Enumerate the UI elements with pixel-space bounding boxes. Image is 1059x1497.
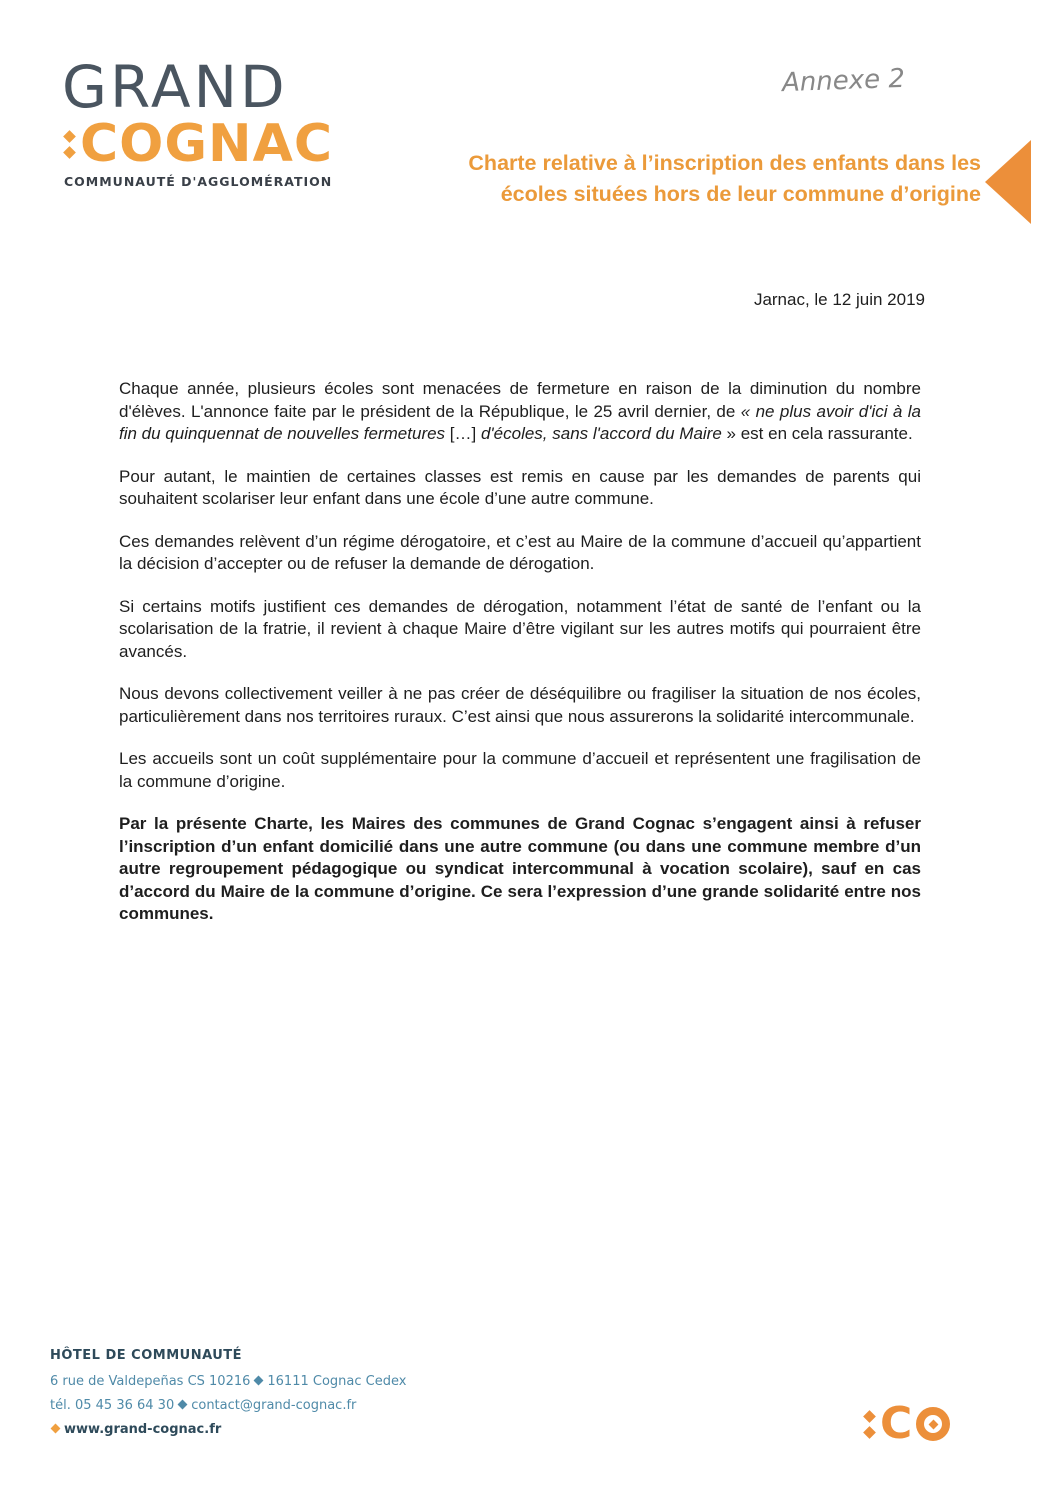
logo-dots-icon	[62, 124, 78, 164]
footer-heading: HÔTEL DE COMMUNAUTÉ	[50, 1348, 243, 1363]
logo-cognac	[62, 114, 333, 174]
phone: tél. 05 45 36 64 30	[50, 1398, 175, 1413]
address-city: 16111 Cognac Cedex	[267, 1374, 407, 1389]
paragraph-5: Nous devons collectivement veiller à ne pas créer de déséquilibre ou fragiliser la situation de nos écoles, particulièrement dans nos territoires ruraux. C’est ainsi que nous assurerons la solidarité intercommunale.	[119, 684, 921, 726]
title-line-2: écoles situées hors de leur commune d’origine	[500, 182, 981, 206]
footer-logo-c: C	[880, 1398, 913, 1449]
paragraph-3: Ces demandes relèvent d’un régime dérogatoire, et c’est au Maire de la commune d’accueil qu’appartient la décision d’accepter ou de refuser la demande de dérogation.	[119, 531, 921, 573]
body-text	[119, 378, 921, 946]
footer-contact-line	[50, 1398, 406, 1413]
footer-address	[50, 1374, 406, 1389]
footer-contact	[50, 1348, 406, 1437]
logo-grand-text: GRAND	[62, 53, 288, 121]
paragraph-commitment: Par la présente Charte, les Maires des communes de Grand Cognac s’engagent ainsi à refuser l’inscription d’un enfant domicilié dans une autre commune (ou dans une commune membre d’un autre regroupement pédagogique ou syndicat intercommunal à vocation scolaire), sauf en cas d’accord du Maire de la commune d’origine. Ce sera l’expression d’une grande solidarité entre nos communes.	[119, 814, 921, 923]
handwritten-annotation: Annexe 2	[781, 63, 906, 99]
footer-logo-dots-icon	[862, 1404, 878, 1444]
footer-logo-o-icon	[916, 1407, 950, 1441]
logo-subtitle: COMMUNAUTÉ D'AGGLOMÉRATION	[64, 174, 333, 189]
address-street: 6 rue de Valdepeñas CS 10216	[50, 1374, 251, 1389]
paragraph-1	[119, 378, 921, 446]
paragraph-1-text: Chaque année, plusieurs écoles sont menacées de fermeture en raison de la diminution du nombre d'élèves. L'annonce faite par le président de la République, le 25 avril dernier, de	[119, 379, 921, 421]
paragraph-2: Pour autant, le maintien de certaines classes est remis en cause par les demandes de parents qui souhaitent scolariser leur enfant dans une école d’une autre commune.	[119, 466, 921, 508]
website-link[interactable]: www.grand-cognac.fr	[64, 1422, 222, 1437]
ellipsis: […]	[445, 424, 481, 443]
logo-cognac-text: COGNAC	[80, 114, 333, 174]
paragraph-4: Si certains motifs justifient ces demandes de dérogation, notamment l’état de santé de l’enfant ou la scolarisation de la fratrie, il revient à chaque Maire d’être vigilant sur les autres motifs qui pourraient être avancés.	[119, 596, 921, 661]
diamond-bullet-icon	[51, 1424, 61, 1434]
quote-text-2: d'écoles, sans l'accord du Maire	[480, 424, 722, 443]
document-date: Jarnac, le 12 juin 2019	[753, 290, 925, 309]
email-link[interactable]: contact@grand-cognac.fr	[191, 1398, 357, 1413]
document-title	[468, 148, 981, 210]
title-line-1: Charte relative à l’inscription des enfants dans les	[468, 151, 981, 175]
paragraph-6: Les accueils sont un coût supplémentaire pour la commune d’accueil et représentent une fragilisation de la commune d’origine.	[119, 749, 921, 791]
triangle-accent-icon	[985, 140, 1031, 224]
paragraph-1-end: » est en cela rassurante.	[721, 424, 913, 443]
diamond-separator-icon	[178, 1400, 188, 1410]
footer-website-line	[50, 1422, 406, 1437]
quote-text: « ne plus avoir d'ici à la fin du quinquennat de nouvelles fermetures	[119, 401, 921, 443]
footer-logo	[862, 1398, 950, 1449]
diamond-separator-icon	[254, 1376, 264, 1386]
